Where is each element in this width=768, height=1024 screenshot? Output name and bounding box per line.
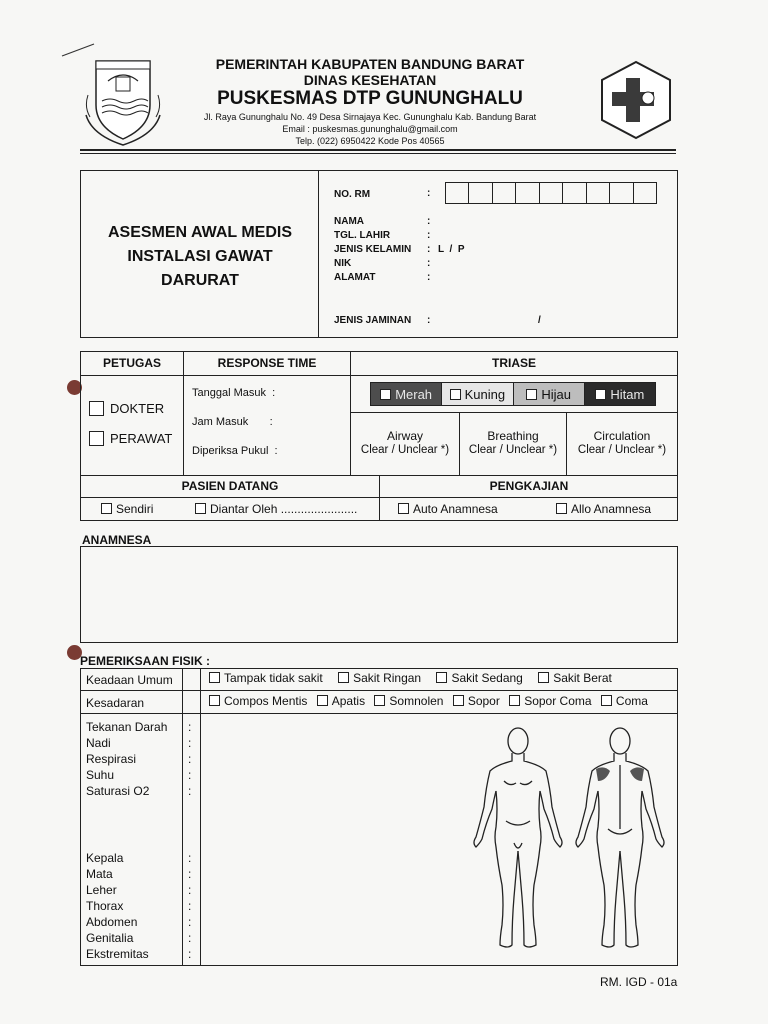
allo-anamnesa-checkbox[interactable]: [556, 502, 651, 516]
kes-sopor-coma[interactable]: [509, 694, 591, 708]
kes-option-label: Compos Mentis: [224, 694, 308, 708]
hijau-label: Hijau: [541, 386, 571, 402]
anamnesa-label: ANAMNESA: [82, 533, 152, 547]
anamnesa-field[interactable]: [80, 546, 678, 643]
checkbox-icon: [450, 389, 461, 400]
jaminan-label: JENIS JAMINAN: [334, 315, 412, 326]
exam-colon: :: [188, 867, 192, 881]
airway-label: Airway: [386, 429, 423, 443]
ku-option-label: Sakit Ringan: [353, 671, 422, 685]
sendiri-checkbox[interactable]: [101, 502, 153, 516]
checkbox-icon: [317, 695, 328, 706]
diantar-label: Diantar Oleh .......................: [210, 502, 358, 516]
checkbox-icon: [526, 389, 537, 400]
checkbox-icon: [436, 672, 447, 683]
perawat-checkbox[interactable]: [89, 431, 172, 446]
checkbox-icon: [509, 695, 520, 706]
jaminan-slash: /: [538, 315, 541, 326]
jaminan-colon: :: [427, 315, 431, 326]
vital-colon: :: [188, 736, 192, 750]
nik-colon: :: [427, 258, 431, 269]
airway-status: Clear / Unclear *): [360, 444, 450, 456]
petugas-header: PETUGAS: [102, 356, 161, 370]
dokter-checkbox[interactable]: [89, 401, 164, 416]
triase-merah[interactable]: [371, 383, 442, 405]
kes-rule: [80, 713, 678, 714]
kuning-label: Kuning: [464, 386, 506, 402]
auto-anamnesa-label: Auto Anamnesa: [413, 502, 498, 516]
vital-respirasi: Respirasi: [86, 752, 137, 766]
alamat-colon: :: [427, 272, 431, 283]
checkbox-icon: [89, 401, 104, 416]
kesadaran-label: Kesadaran: [86, 696, 145, 710]
kes-sopor[interactable]: [453, 694, 500, 708]
sendiri-label: Sendiri: [116, 502, 154, 516]
exam-genitalia: Genitalia: [86, 931, 134, 945]
vital-saturasi: Saturasi O2: [86, 784, 150, 798]
diperiksa-label: Diperiksa Pukul :: [192, 445, 278, 457]
vital-suhu: Suhu: [86, 768, 115, 782]
body-back-diagram[interactable]: [572, 725, 668, 957]
body-front-diagram[interactable]: [470, 725, 566, 957]
triase-kuning[interactable]: [442, 383, 513, 405]
header-address: Jl. Raya Gununghalu No. 49 Desa Sirnajaya Kec. Gununghalu Kab. Bandung Barat: [203, 112, 537, 122]
nama-label: NAMA: [334, 216, 364, 227]
nama-colon: :: [427, 216, 431, 227]
checkbox-icon: [538, 672, 549, 683]
kes-apatis[interactable]: [317, 694, 365, 708]
header-rule: [80, 149, 676, 151]
checkbox-icon: [195, 503, 206, 514]
ku-tampak-tidak-sakit[interactable]: [209, 671, 323, 685]
ku-option-label: Sakit Berat: [553, 671, 612, 685]
triage-header-rule: [80, 375, 678, 376]
no-rm-label: NO. RM: [334, 189, 371, 200]
kes-option-label: Coma: [615, 694, 648, 708]
ku-option-label: Tampak tidak sakit: [224, 671, 323, 685]
form-title-line3: DARURAT: [161, 272, 239, 289]
vital-tekanan-darah: Tekanan Darah: [86, 720, 168, 734]
checkbox-icon: [398, 503, 409, 514]
circulation-label: Circulation: [593, 429, 651, 443]
auto-anamnesa-checkbox[interactable]: [398, 502, 498, 516]
diantar-checkbox[interactable]: [195, 502, 357, 516]
identity-divider: [318, 170, 319, 338]
exam-leher: Leher: [86, 883, 117, 897]
kes-option-label: Sopor: [467, 694, 500, 708]
exam-colon: :: [188, 851, 192, 865]
header-phone: Telp. (022) 6950422 Kode Pos 40565: [295, 136, 445, 146]
form-title-line1: ASESMEN AWAL MEDIS: [107, 224, 293, 241]
jenis-kelamin-colon: :: [427, 244, 431, 255]
vital-colon: :: [188, 768, 192, 782]
checkbox-icon: [89, 431, 104, 446]
kes-option-label: Somnolen: [389, 694, 444, 708]
bandung-barat-emblem-icon: [82, 55, 164, 147]
checkbox-icon: [380, 389, 391, 400]
checkbox-icon: [209, 695, 220, 706]
kes-coma[interactable]: [601, 694, 648, 708]
ku-sakit-ringan[interactable]: [338, 671, 421, 685]
kesadaran-options: [209, 694, 648, 708]
triase-options: [370, 382, 656, 406]
jenis-kelamin-values: L / P: [438, 244, 465, 255]
ku-sakit-berat[interactable]: [538, 671, 612, 685]
checkbox-icon: [374, 695, 385, 706]
exam-colon: :: [188, 883, 192, 897]
checkbox-icon: [453, 695, 464, 706]
exam-colon: :: [188, 899, 192, 913]
triase-header: TRIASE: [491, 356, 536, 370]
jam-masuk-label: Jam Masuk :: [192, 416, 273, 428]
exam-colon: :: [188, 947, 192, 961]
triase-hitam[interactable]: [585, 383, 655, 405]
keadaan-umum-options: [209, 671, 612, 685]
checkbox-icon: [209, 672, 220, 683]
header-line1: PEMERINTAH KABUPATEN BANDUNG BARAT: [215, 56, 525, 72]
nik-label: NIK: [334, 258, 352, 269]
checkbox-icon: [595, 389, 606, 400]
exam-colon: :: [188, 915, 192, 929]
colon-col-divider: [200, 668, 201, 966]
checkbox-icon: [101, 503, 112, 514]
vital-colon: :: [188, 720, 192, 734]
breathing-label: Breathing: [487, 429, 539, 443]
keadaan-umum-label: Keadaan Umum: [86, 673, 173, 687]
tanggal-masuk-label: Tanggal Masuk :: [192, 387, 276, 399]
header-title: PUSKESMAS DTP GUNUNGHALU: [217, 88, 523, 109]
perawat-label: PERAWAT: [110, 431, 173, 446]
exam-kepala: Kepala: [86, 851, 124, 865]
vital-nadi: Nadi: [86, 736, 111, 750]
merah-label: Merah: [395, 386, 433, 402]
tgl-lahir-label: TGL. LAHIR: [334, 230, 391, 241]
kes-compos-mentis[interactable]: [209, 694, 307, 708]
triase-hijau[interactable]: [514, 383, 585, 405]
header-line2: DINAS KESEHATAN: [303, 72, 437, 88]
jenis-kelamin-label: JENIS KELAMIN: [334, 244, 412, 255]
ku-sakit-sedang[interactable]: [436, 671, 522, 685]
ku-option-label: Sakit Sedang: [451, 671, 523, 685]
checkbox-icon: [556, 503, 567, 514]
kes-option-label: Apatis: [331, 694, 366, 708]
alamat-label: ALAMAT: [334, 272, 376, 283]
tgl-lahir-colon: :: [427, 230, 431, 241]
triase-mid-rule: [350, 412, 678, 413]
vital-colon: :: [188, 784, 192, 798]
hitam-label: Hitam: [610, 386, 645, 402]
exam-abdomen: Abdomen: [86, 915, 138, 929]
form-title-line2: INSTALASI GAWAT: [127, 248, 273, 265]
response-time-header: RESPONSE TIME: [217, 356, 317, 370]
dokter-label: DOKTER: [110, 401, 165, 416]
checkbox-icon: [601, 695, 612, 706]
form-code: RM. IGD - 01a: [600, 975, 678, 989]
exam-ekstremitas: Ekstremitas: [86, 947, 149, 961]
breathing-status: Clear / Unclear *): [468, 444, 558, 456]
exam-colon: :: [188, 931, 192, 945]
pasien-datang-header: PASIEN DATANG: [181, 479, 279, 493]
pengkajian-header: PENGKAJIAN: [489, 479, 569, 493]
header-rule-thin: [80, 153, 676, 154]
no-rm-colon: :: [427, 188, 431, 199]
label-col-divider: [182, 668, 183, 966]
kes-option-label: Sopor Coma: [524, 694, 592, 708]
pemeriksaan-label: PEMERIKSAAN FISIK :: [80, 654, 211, 668]
no-rm-field[interactable]: [445, 182, 657, 204]
ku-rule: [80, 690, 678, 691]
allo-anamnesa-label: Allo Anamnesa: [571, 502, 652, 516]
kes-somnolen[interactable]: [374, 694, 443, 708]
puskesmas-logo-icon: [600, 60, 672, 140]
checkbox-icon: [338, 672, 349, 683]
circulation-status: Clear / Unclear *): [577, 444, 667, 456]
exam-thorax: Thorax: [86, 899, 124, 913]
vital-colon: :: [188, 752, 192, 766]
header-email: Email : puskesmas.gununghalu@gmail.com: [282, 124, 458, 134]
exam-mata: Mata: [86, 867, 113, 881]
